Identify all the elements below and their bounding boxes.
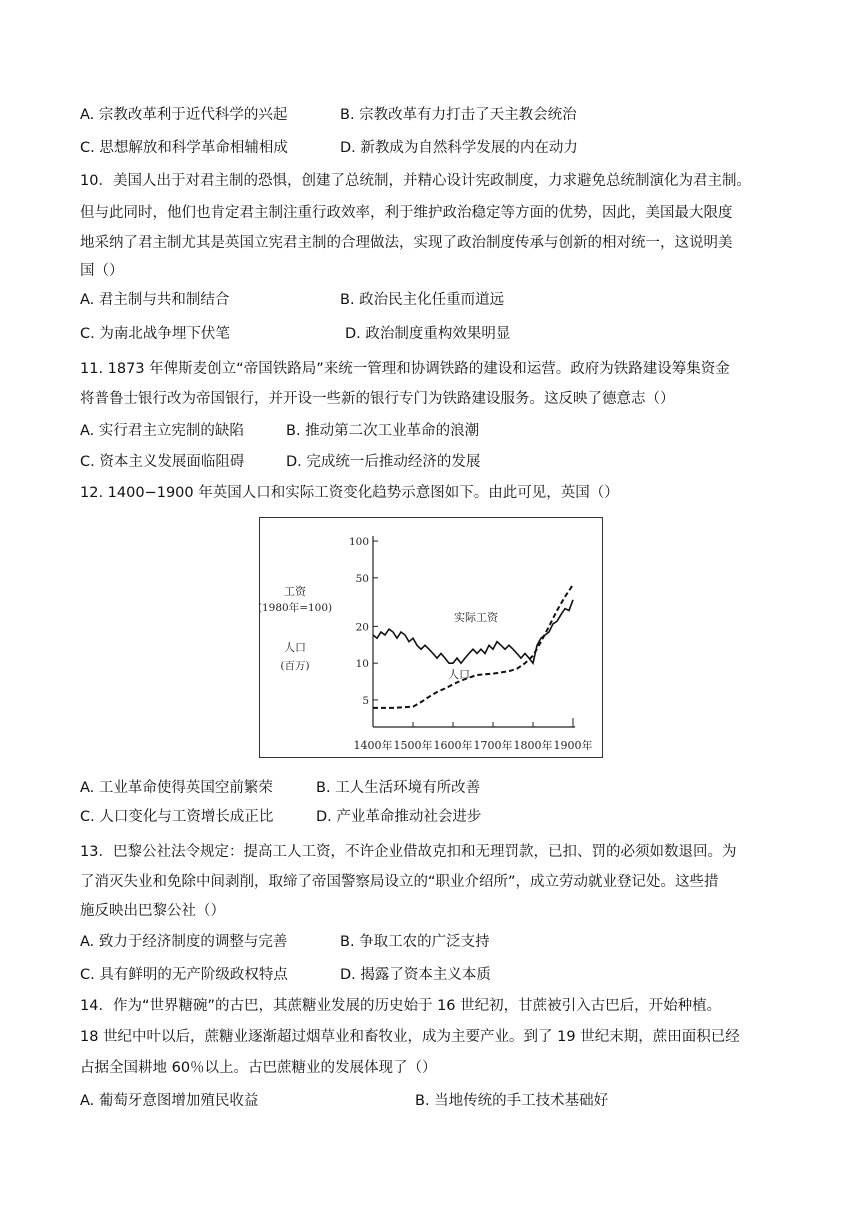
- x-tick-label: 1400年: [353, 739, 393, 752]
- y-tick-label: 5: [362, 694, 369, 707]
- q13-option-a: A. 致力于经济制度的调整与完善: [80, 934, 288, 950]
- x-tick-label: 1900年: [553, 739, 593, 752]
- q13-stem-line: 13．巴黎公社法令规定：提高工人工资，不许企业借故克扣和无理罚款，已扣、罚的必须如数退回。为: [80, 844, 737, 860]
- x-tick-label: 1700年: [473, 739, 513, 752]
- q9-option-b: B. 宗教改革有力打击了天主教会统治: [340, 107, 577, 123]
- x-tick-label: 1800年: [513, 739, 553, 752]
- wage-axis-unit: (1980年=100): [260, 602, 333, 614]
- q12-option-c: C. 人口变化与工资增长成正比: [80, 809, 274, 825]
- x-tick-label: 1600年: [433, 739, 473, 752]
- population-series-label: 人口: [448, 668, 470, 681]
- q13-option-c: C. 具有鲜明的无产阶级政权特点: [80, 967, 288, 983]
- q11-option-d: D. 完成统一后推动经济的发展: [286, 454, 481, 470]
- q10-option-d: D. 政治制度重构效果明显: [345, 326, 511, 342]
- q10-stem-line: 国（）: [80, 263, 124, 279]
- q14-option-a: A. 葡萄牙意图增加殖民收益: [80, 1093, 259, 1109]
- wage-axis-label: 工资: [284, 585, 306, 598]
- q10-option-b: B. 政治民主化任重而道远: [340, 292, 505, 308]
- q12-stem: 12. 1400−1900 年英国人口和实际工资变化趋势示意图如下。由此可见，英国（）: [80, 485, 619, 501]
- q9-option-a: A. 宗教改革利于近代科学的兴起: [80, 107, 288, 123]
- q11-stem-line: 11. 1873 年俾斯麦创立“帝国铁路局”来统一管理和协调铁路的建设和运营。政府为铁路建设筹集资金: [80, 361, 730, 377]
- q14-stem-line: 18 世纪中叶以后，蔗糖业逐渐超过烟草业和畜牧业，成为主要产业。到了 19 世纪末期，蔗田面积已经: [80, 1029, 740, 1045]
- y-tick-label: 100: [348, 536, 369, 549]
- q11-option-a: A. 实行君主立宪制的缺陷: [80, 423, 244, 439]
- q12-option-a: A. 工业革命使得英国空前繁荣: [80, 780, 273, 796]
- q12-option-d: D. 产业革命推动社会进步: [316, 809, 482, 825]
- q14-stem-line: 14．作为“世界糖碗”的古巴，其蔗糖业发展的历史始于 16 世纪初，甘蔗被引入古巴后，开始种植。: [80, 998, 722, 1014]
- q13-option-d: D. 揭露了资本主义本质: [340, 967, 491, 983]
- q10-option-c: C. 为南北战争埋下伏笔: [80, 326, 230, 342]
- q11-option-b: B. 推动第二次工业革命的浪潮: [286, 423, 480, 439]
- population-wage-chart: [259, 517, 603, 758]
- q13-option-b: B. 争取工农的广泛支持: [340, 934, 490, 950]
- q9-option-c: C. 思想解放和科学革命相辅相成: [80, 140, 288, 156]
- q14-stem-line: 占据全国耕地 60％以上。古巴蔗糖业的发展体现了（）: [80, 1060, 437, 1076]
- wage-series-line: [373, 600, 573, 663]
- q10-option-a: A. 君主制与共和制结合: [80, 292, 230, 308]
- q10-stem-line: 但与此同时，他们也肯定君主制注重行政效率，利于维护政治稳定等方面的优势，因此，美国最大限度: [80, 205, 733, 221]
- q10-stem-line: 10．美国人出于对君主制的恐惧，创建了总统制，并精心设计宪政制度，力求避免总统制演化为君主制。: [80, 173, 751, 189]
- q9-option-d: D. 新教成为自然科学发展的内在动力: [340, 140, 578, 156]
- population-wage-chart-svg: [260, 518, 602, 757]
- q11-stem-line: 将普鲁士银行改为帝国银行，并开设一些新的银行专门为铁路建设服务。这反映了德意志（）: [80, 391, 675, 407]
- population-axis-label: 人口: [284, 641, 306, 654]
- wage-series-label: 实际工资: [454, 611, 498, 624]
- q14-option-b: B. 当地传统的手工技术基础好: [415, 1093, 609, 1109]
- population-series-line: [373, 585, 573, 708]
- population-axis-unit: (百万): [280, 660, 310, 672]
- x-tick-label: 1500年: [393, 739, 433, 752]
- y-tick-label: 50: [355, 572, 369, 585]
- q12-option-b: B. 工人生活环境有所改善: [316, 780, 481, 796]
- q11-option-c: C. 资本主义发展面临阻碍: [80, 454, 245, 470]
- q10-stem-line: 地采纳了君主制尤其是英国立宪君主制的合理做法，实现了政治制度传承与创新的相对统一，这说明美: [80, 235, 733, 251]
- q13-stem-line: 施反映出巴黎公社（）: [80, 903, 225, 919]
- q13-stem-line: 了消灭失业和免除中间剥削，取缔了帝国警察局设立的“职业介绍所”，成立劳动就业登记处。这些措: [80, 874, 719, 890]
- y-tick-label: 20: [355, 621, 369, 634]
- y-tick-label: 10: [355, 658, 369, 671]
